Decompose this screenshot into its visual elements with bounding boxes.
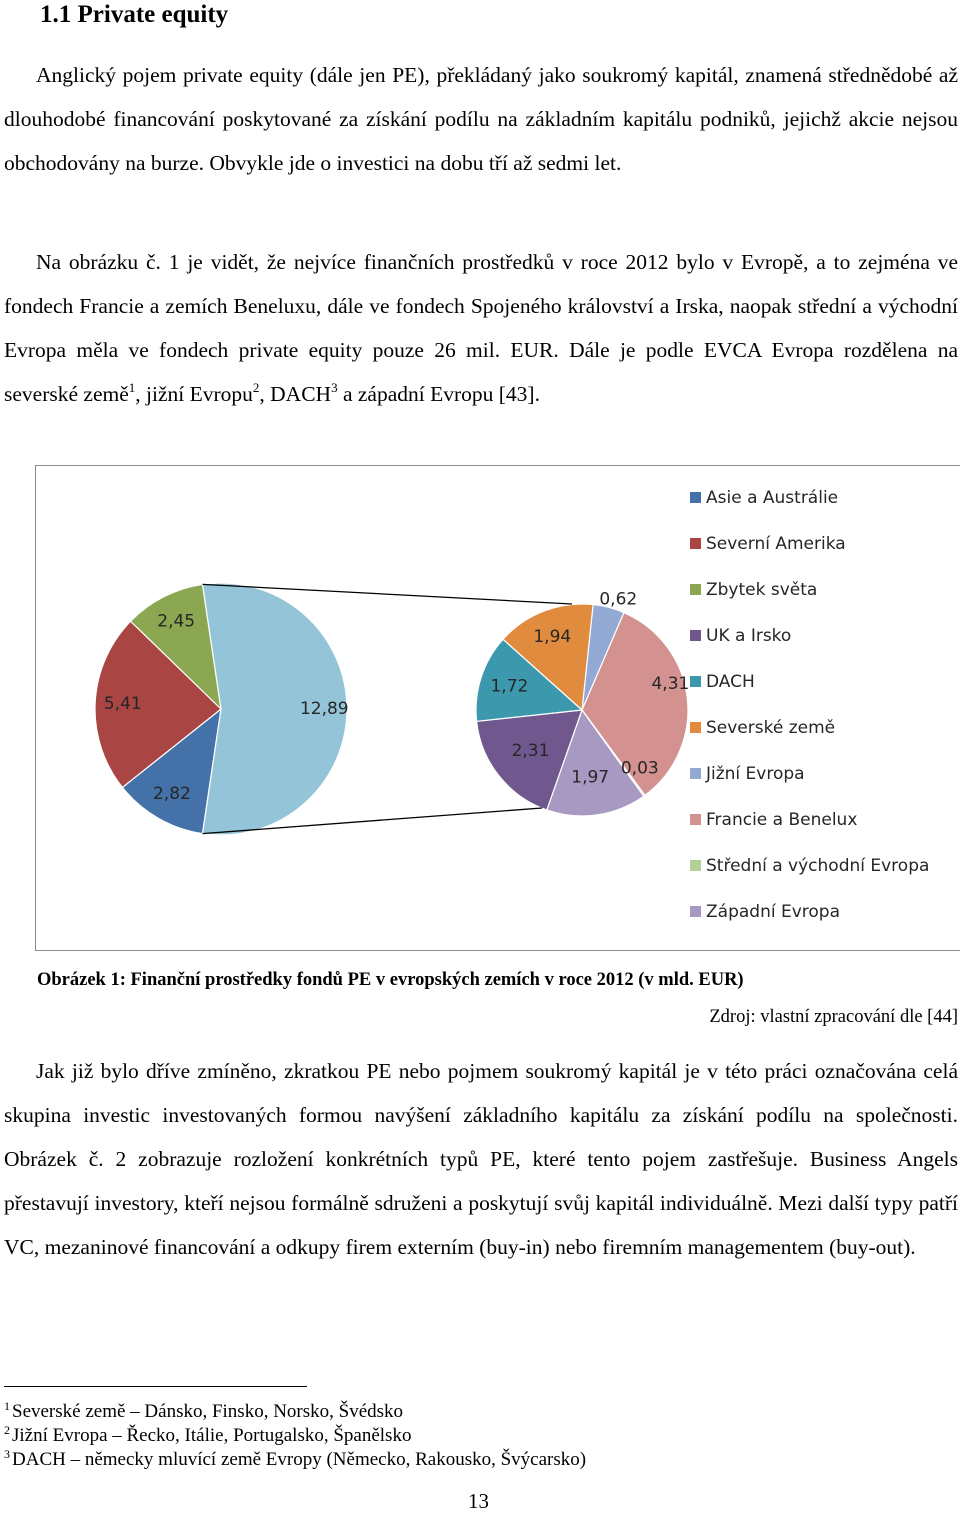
footnote-2-text: Jižní Evropa – Řecko, Itálie, Portugalsko, Španělsko <box>12 1425 412 1446</box>
legend-swatch-asie-a-australie <box>690 492 701 503</box>
legend-swatch-zbytek-sveta <box>690 584 701 595</box>
legend-label-zbytek-sveta: Zbytek světa <box>706 580 818 600</box>
legend-swatch-jizni-evropa <box>690 768 701 779</box>
main-pie-label-zbytek-sveta: 2,45 <box>157 611 196 632</box>
footnote-separator <box>4 1386 307 1387</box>
legend-label-stredni-a-vychodni-evropa: Střední a východní Evropa <box>706 856 930 876</box>
main-pie-label-evropa-detail: 12,89 <box>299 699 349 719</box>
legend-label-uk-a-irsko: UK a Irsko <box>706 626 792 646</box>
legend-label-severni-amerika: Severní Amerika <box>706 534 846 554</box>
secondary-pie-label-francie-a-benelux: 4,31 <box>651 674 690 695</box>
main-pie-label-asie-a-australie: 2,82 <box>152 784 191 805</box>
chart-svg <box>36 466 960 952</box>
footnote-ref-1: 1 <box>128 380 136 395</box>
paragraph-2-end: a západní Evropu [43]. <box>337 382 540 406</box>
legend-swatch-dach <box>690 676 701 687</box>
secondary-pie-label-severske-zeme: 1,94 <box>533 626 572 647</box>
legend-swatch-severni-amerika <box>690 538 701 549</box>
section-heading: 1.1 Private equity <box>40 1 229 28</box>
footnote-3 <box>4 1449 586 1471</box>
legend-label-severske-zeme: Severské země <box>706 718 836 738</box>
paragraph-pe-types-text: Jak již bylo dříve zmíněno, zkratkou PE nebo pojmem soukromý kapitál je v této práci označována celá skupina investic investovaných formou navýšení základního kapitálu za získání podílu na společnosti. Obrázek č. 2 zobrazuje rozložení konkrétních typů PE, které tento pojem zastřešuje. Business Angels přestavují investory, kteří nejsou formálně sdruženi a poskytují svůj kapitál individuálně. Mezi další typy patří VC, mezaninové financování a odkupy firem externím (buy-in) nebo firemním managementem (buy-out). <box>4 1059 958 1259</box>
secondary-pie-label-jizni-evropa: 0,62 <box>599 589 638 610</box>
footnote-ref-2: 2 <box>252 380 260 395</box>
secondary-pie-label-uk-a-irsko: 2,31 <box>511 740 550 761</box>
secondary-pie-label-zapadni-evropa: 1,97 <box>571 767 610 788</box>
legend-swatch-severske-zeme <box>690 722 701 733</box>
main-pie-label-severni-amerika: 5,41 <box>103 694 142 715</box>
paragraph-pe-types <box>4 1049 958 1269</box>
paragraph-chart-description <box>4 240 958 416</box>
paragraph-2-main: Na obrázku č. 1 je vidět, že nejvíce finančních prostředků v roce 2012 bylo v Evropě, a to zejména ve fondech Francie a zemích Beneluxu, dále ve fondech Spojeného království a Irska, naopak střední a východní Evropa měla ve fondech private equity pouze 26 mil. EUR. Dále je podle EVCA Evropa rozdělena na severské země <box>4 250 958 406</box>
legend-label-jizni-evropa: Jižní Evropa <box>706 764 805 784</box>
legend-swatch-uk-a-irsko <box>690 630 701 641</box>
paragraph-2-mid2: , DACH <box>259 382 332 406</box>
secondary-pie-label-stredni-a-vychodni-evropa: 0,03 <box>620 758 659 779</box>
legend-label-dach: DACH <box>706 672 755 692</box>
pie-of-pie-chart <box>35 465 960 951</box>
footnote-3-number: 3 <box>4 1447 10 1461</box>
legend-swatch-francie-a-benelux <box>690 814 701 825</box>
legend-swatch-stredni-a-vychodni-evropa <box>690 860 701 871</box>
paragraph-intro <box>4 53 958 185</box>
page-number: 13 <box>468 1489 489 1513</box>
footnote-3-text: DACH – německy mluvící země Evropy (Německo, Rakousko, Švýcarsko) <box>12 1449 587 1470</box>
legend-label-zapadni-evropa: Západní Evropa <box>706 902 840 922</box>
footnote-1-number: 1 <box>4 1399 10 1413</box>
figure-source: Zdroj: vlastní zpracování dle [44] <box>709 1007 958 1027</box>
secondary-pie-label-dach: 1,72 <box>490 676 529 697</box>
paragraph-intro-text: Anglický pojem private equity (dále jen PE), překládaný jako soukromý kapitál, znamená střednědobé až dlouhodobé financování poskytované za získání podílu na základním kapitálu podniků, jejichž akcie nejsou obchodovány na burze. Obvykle jde o investici na dobu tří až sedmi let. <box>4 63 958 175</box>
footnote-1 <box>4 1401 403 1423</box>
legend-swatch-zapadni-evropa <box>690 906 701 917</box>
legend-label-asie-a-australie: Asie a Austrálie <box>706 488 839 508</box>
footnote-1-text: Severské země – Dánsko, Finsko, Norsko, Švédsko <box>12 1401 404 1422</box>
paragraph-2-mid1: , jižní Evropu <box>135 382 253 406</box>
figure-caption: Obrázek 1: Finanční prostředky fondů PE v evropských zemích v roce 2012 (v mld. EUR) <box>37 970 744 990</box>
footnote-2 <box>4 1425 411 1447</box>
footnote-ref-3: 3 <box>331 380 338 395</box>
legend-label-francie-a-benelux: Francie a Benelux <box>706 810 858 830</box>
footnote-2-number: 2 <box>4 1423 10 1437</box>
